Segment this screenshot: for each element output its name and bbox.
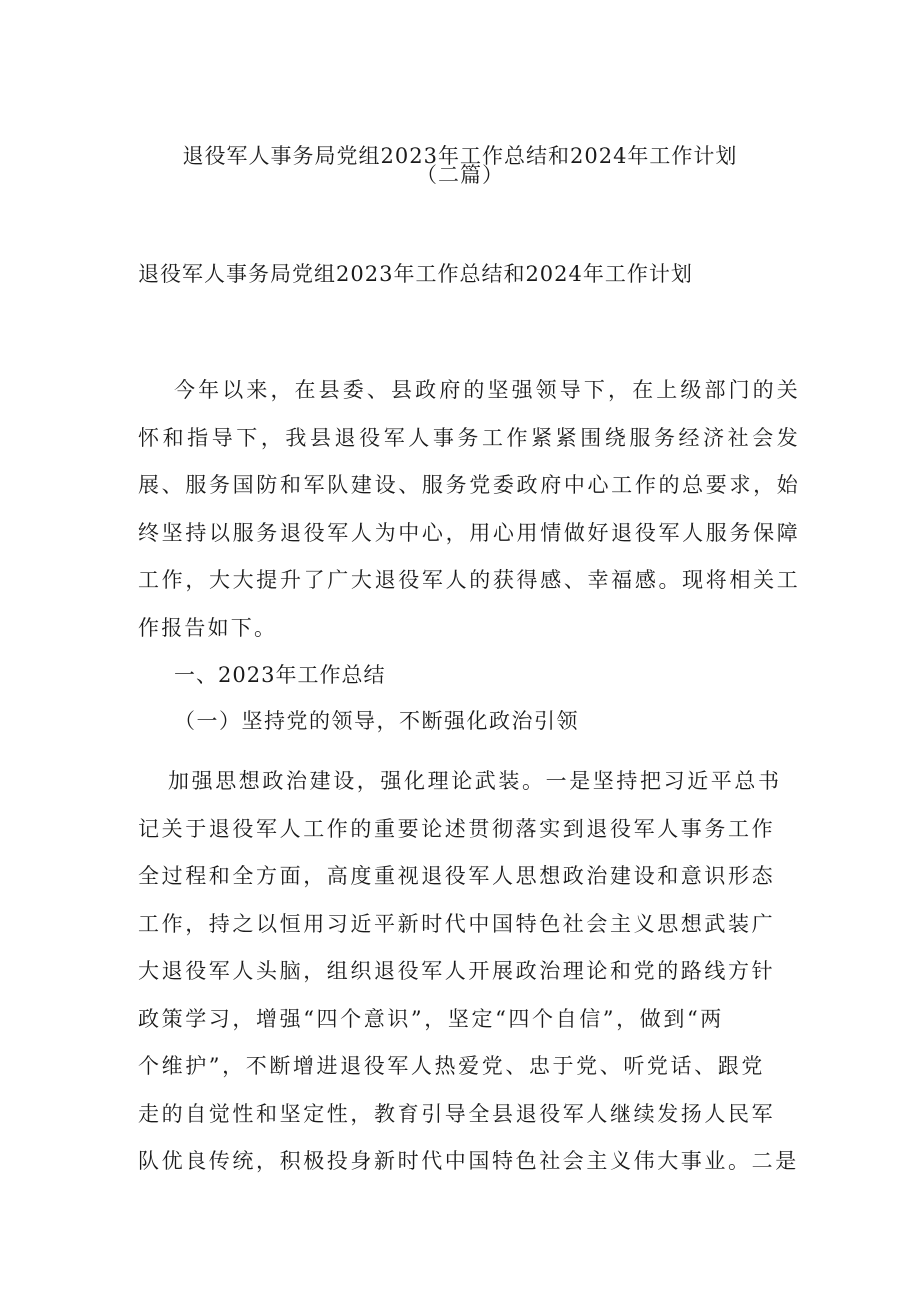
document-title: 退役军人事务局党组2023年工作总结和2024年工作计划 (182, 144, 738, 168)
paragraph-line: 个维护”，不断增进退役军人热爱党、忠于党、听党话、跟党 (138, 1054, 765, 1078)
paragraph-line: 记关于退役军人工作的重要论述贯彻落实到退役军人事务工作 (138, 816, 776, 841)
body-paragraph (138, 758, 798, 1186)
paragraph-line: 全过程和全方面，高度重视退役军人思想政治建设和意识形态 (138, 864, 776, 888)
paragraph-line: 大退役军人头脑，组织退役军人开展政治理论和党的路线方针 (138, 959, 776, 983)
paragraph-line: 队优良传统，积极投身新时代中国特色社会主义伟大事业。二是 (138, 1149, 799, 1173)
paragraph-line: 政策学习，增强“四个意识”，坚定“四个自信”，做到“两 (138, 1006, 724, 1031)
section-title: 退役军人事务局党组2023年工作总结和2024年工作计划 (138, 262, 693, 286)
heading-level-1: 一、2023年工作总结 (174, 663, 386, 687)
paragraph-line: 走的自觉性和坚定性，教育引导全县退役军人继续发扬人民军 (138, 1101, 776, 1126)
heading-level-2: （一）坚持党的领导，不断强化政治引领 (174, 709, 579, 733)
paragraph-line: 加强思想政治建设，强化理论武装。一是坚持把习近平总书 (168, 769, 782, 793)
intro-paragraph: 今年以来，在县委、县政府的坚强领导下，在上级部门的关怀和指导下，我县退役军人事务工作紧紧围绕服务经济社会发展、服务国防和军队建设、服务党委政府中心工作的总要求，始终坚持以服务退役军人为中心，用心用情做好退役军人服务保障工作，大大提升了广大退役军人的获得感、幸福感。现将相关工作报告如下。 (138, 378, 800, 640)
document-title-part: （二篇） (416, 163, 504, 187)
paragraph-line: 工作，持之以恒用习近平新时代中国特色社会主义思想武装广 (138, 911, 776, 936)
